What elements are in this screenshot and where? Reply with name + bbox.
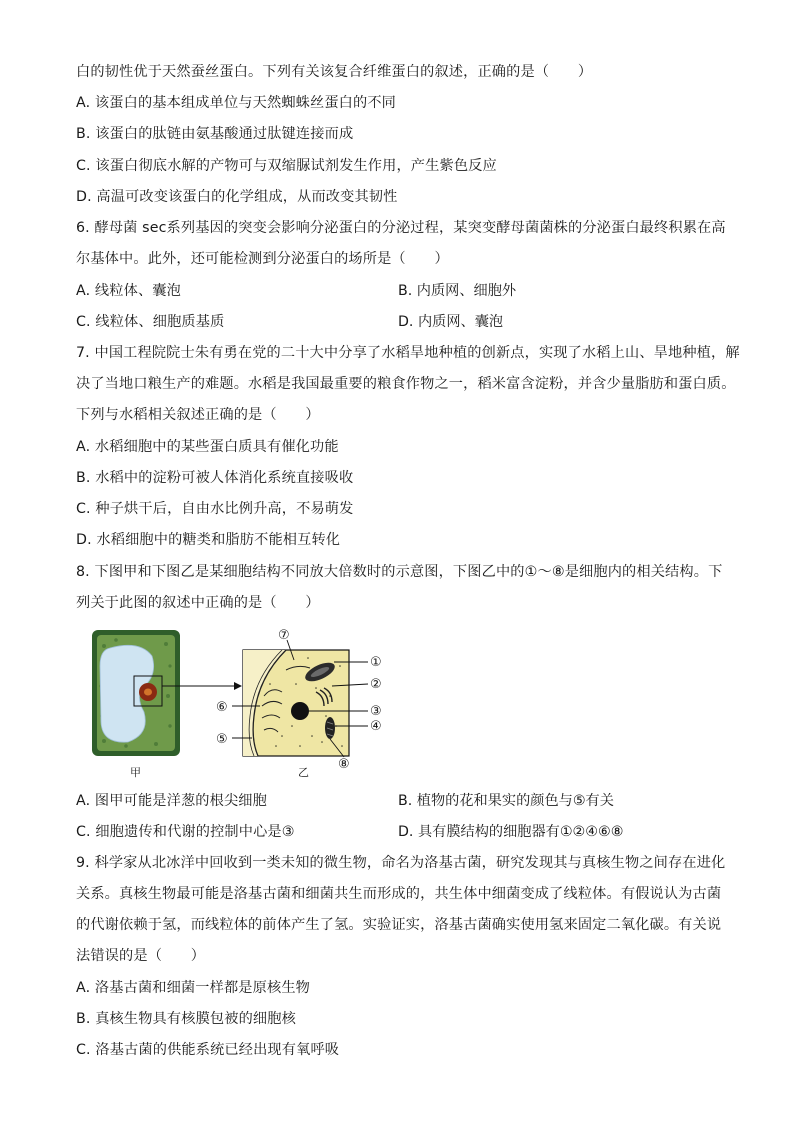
label-yi: 乙 [298,766,309,778]
q9-stem-line4: 法错误的是（ ） [76,948,206,964]
q7-option-b[interactable]: B. 水稻中的淀粉可被人体消化系统直接吸收 [76,470,354,486]
mitochondrion [325,717,335,739]
marker-3: ③ [370,704,382,719]
q6-option-a[interactable]: A. 线粒体、囊泡 [76,283,181,299]
label-jia: 甲 [130,766,141,778]
q6-stem-line2: 尔基体中。此外，还可能检测到分泌蛋白的场所是（ ） [76,251,449,267]
marker-8: ⑧ [338,757,350,772]
q8-option-d[interactable]: D. 具有膜结构的细胞器有①②④⑥⑧ [398,824,624,840]
q8-stem-line2: 列关于此图的叙述中正确的是（ ） [76,595,320,611]
q5-option-b[interactable]: B. 该蛋白的肽链由氨基酸通过肽键连接而成 [76,126,354,142]
q6-option-d[interactable]: D. 内质网、囊泡 [398,314,504,330]
q7-stem-line1: 7. 中国工程院院士朱有勇在党的二十大中分享了水稻旱地种植的创新点，实现了水稻上山、旱地种植，解 [76,345,740,361]
cell-structure-figure [86,626,396,778]
q5-option-c[interactable]: C. 该蛋白彻底水解的产物可与双缩脲试剂发生作用，产生紫色反应 [76,158,497,174]
q6-stem-line1: 6. 酵母菌 sec系列基因的突变会影响分泌蛋白的分泌过程，某突变酵母菌菌株的分泌蛋白最终积累在高 [76,220,726,236]
q7-stem-line2: 决了当地口粮生产的难题。水稻是我国最重要的粮食作物之一，稻米富含淀粉，并含少量脂肪和蛋白质。 [76,376,736,392]
q9-stem-line3: 的代谢依赖于氢，而线粒体的前体产生了氢。实验证实，洛基古菌确实使用氢来固定二氧化碳。有关说 [76,917,722,933]
q8-option-a[interactable]: A. 图甲可能是洋葱的根尖细胞 [76,793,267,809]
q9-stem-line2: 关系。真核生物最可能是洛基古菌和细菌共生而形成的，共生体中细菌变成了线粒体。有假说认为古菌 [76,886,722,902]
cell-diagram-yi [243,650,349,756]
q7-stem-line3: 下列与水稻相关叙述正确的是（ ） [76,407,320,423]
arrow-head-icon [234,682,242,690]
q8-option-c[interactable]: C. 细胞遗传和代谢的控制中心是③ [76,824,295,840]
cell-diagram-jia [92,630,180,756]
q9-option-b[interactable]: B. 真核生物具有核膜包被的细胞核 [76,1011,296,1027]
q8-stem-line1: 8. 下图甲和下图乙是某细胞结构不同放大倍数时的示意图，下图乙中的①～⑧是细胞内的相关结构。下 [76,564,723,580]
marker-2: ② [370,677,382,692]
q5-option-a[interactable]: A. 该蛋白的基本组成单位与天然蜘蛛丝蛋白的不同 [76,95,397,111]
marker-5: ⑤ [216,732,228,747]
q9-option-a[interactable]: A. 洛基古菌和细菌一样都是原核生物 [76,980,310,996]
marker-6: ⑥ [216,700,228,715]
q6-option-c[interactable]: C. 线粒体、细胞质基质 [76,314,225,330]
q7-option-d[interactable]: D. 水稻细胞中的糖类和脂肪不能相互转化 [76,532,341,548]
q5-stem-continuation: 白的韧性优于天然蚕丝蛋白。下列有关该复合纤维蛋白的叙述，正确的是（ ） [76,64,593,80]
q7-option-a[interactable]: A. 水稻细胞中的某些蛋白质具有催化功能 [76,439,339,455]
q7-option-c[interactable]: C. 种子烘干后，自由水比例升高，不易萌发 [76,501,354,517]
q8-option-b[interactable]: B. 植物的花和果实的颜色与⑤有关 [398,793,614,809]
marker-7: ⑦ [278,628,290,643]
q5-option-d[interactable]: D. 高温可改变该蛋白的化学组成，从而改变其韧性 [76,189,398,205]
q6-option-b[interactable]: B. 内质网、细胞外 [398,283,517,299]
q9-option-c[interactable]: C. 洛基古菌的供能系统已经出现有氧呼吸 [76,1042,340,1058]
marker-4: ④ [370,719,382,734]
marker-1: ① [370,655,382,670]
q9-stem-line1: 9. 科学家从北冰洋中回收到一类未知的微生物，命名为洛基古菌，研究发现其与真核生物之间存在进化 [76,855,726,871]
